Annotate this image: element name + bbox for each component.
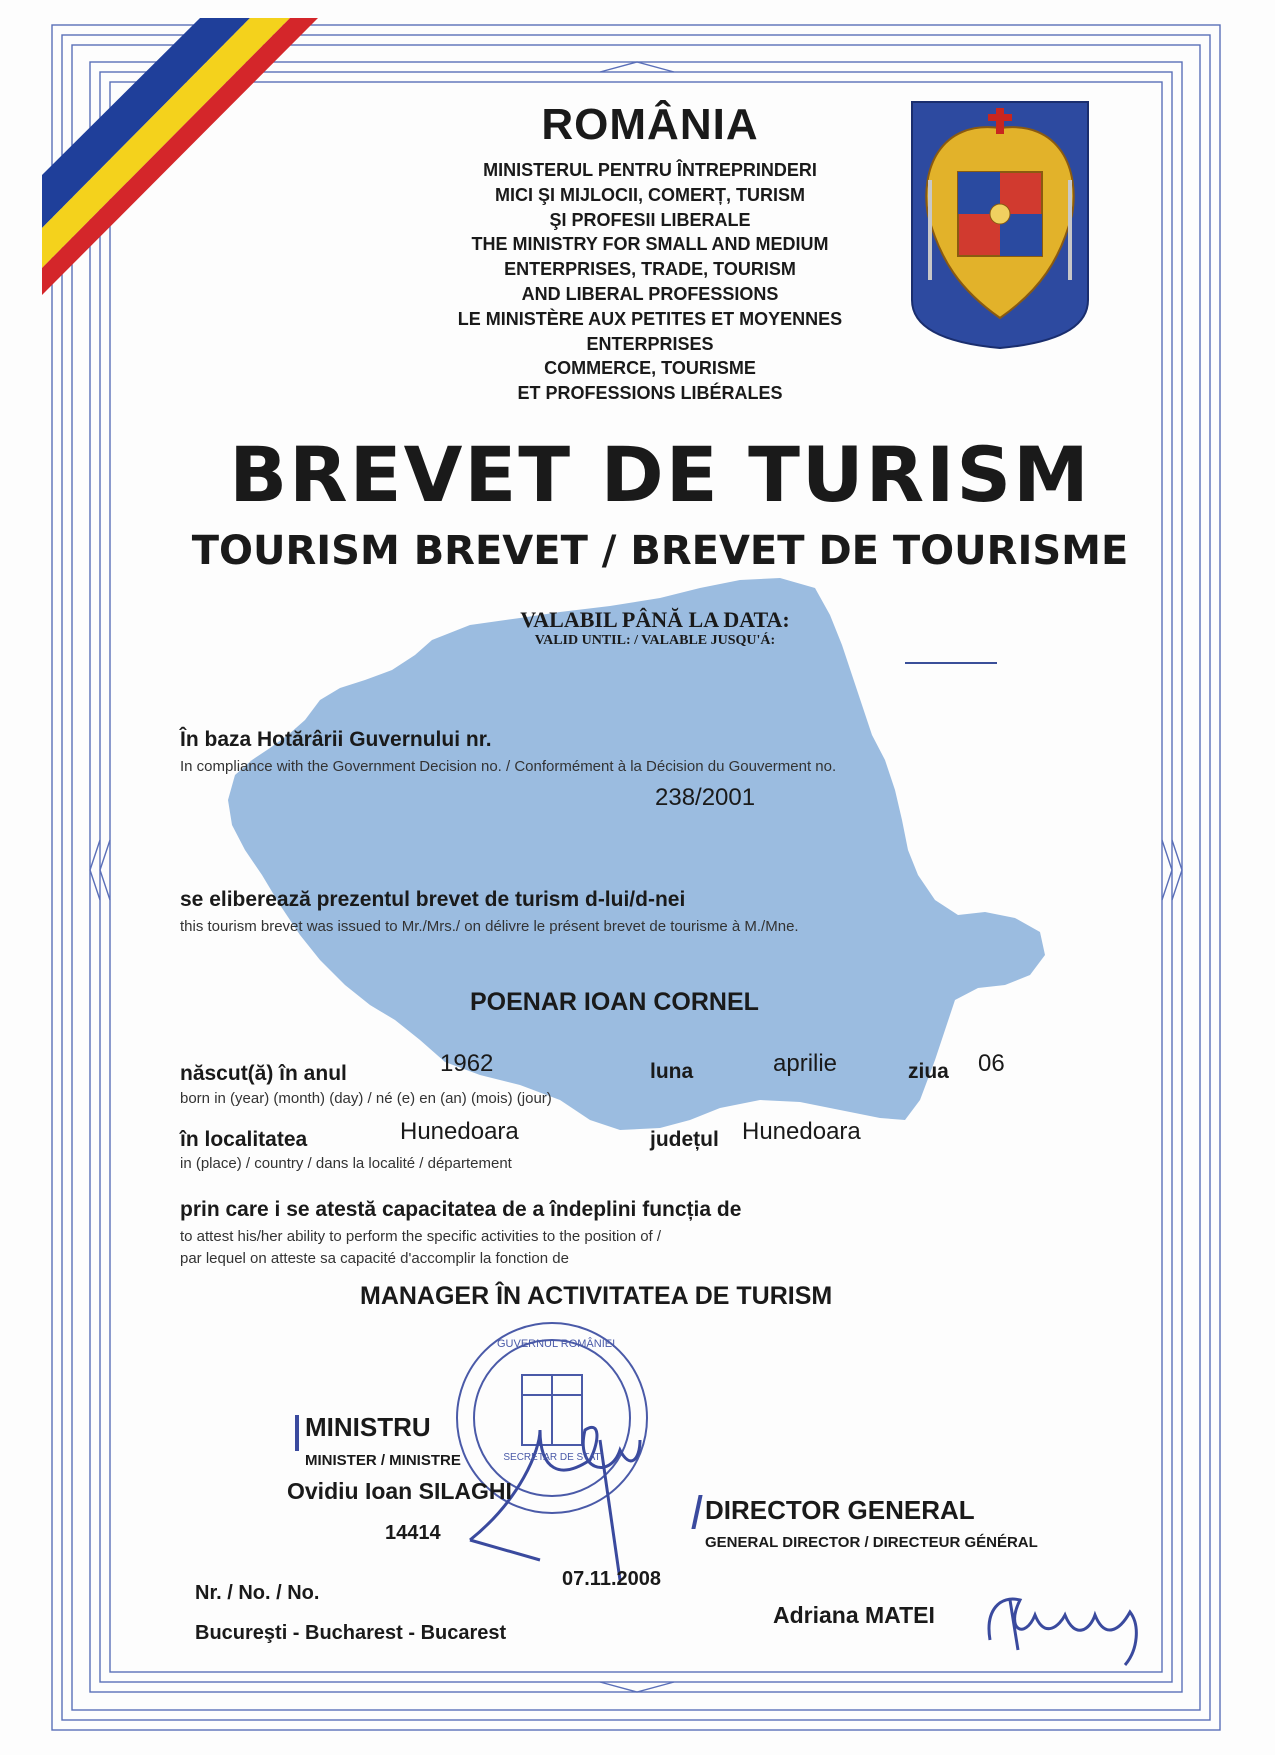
issue-place: Bucureşti - Bucharest - Bucarest bbox=[195, 1622, 507, 1644]
attest-label-translation-en: to attest his/her ability to perform the specific activities to the position of / bbox=[180, 1228, 662, 1245]
birth-label: născut(ă) în anul bbox=[180, 1062, 347, 1085]
minister-name: Ovidiu Ioan SILAGHI bbox=[287, 1478, 512, 1504]
document-title: BREVET DE TURISM bbox=[229, 430, 1091, 519]
stamp-center-text: SECRETAR DE STAT bbox=[503, 1452, 601, 1463]
county-value: Hunedoara bbox=[742, 1118, 861, 1145]
decision-label-translation: In compliance with the Government Decision no. / Conformément à la Décision du Gouverment no. bbox=[180, 758, 837, 775]
valid-until-label-translation: VALID UNTIL: / VALABLE JUSQU'Á: bbox=[534, 633, 776, 648]
place-label-translation: in (place) / country / dans la localité / département bbox=[180, 1155, 512, 1172]
minister-title: MINISTRU bbox=[305, 1412, 431, 1442]
flag-ribbon bbox=[42, 18, 318, 295]
director-signature bbox=[989, 1599, 1136, 1665]
attest-label: prin care i se atestă capacitatea de a îndeplini funcția de bbox=[180, 1198, 742, 1221]
birth-day: 06 bbox=[978, 1050, 1005, 1077]
stamp-ring-text: GUVERNUL ROMÂNIEI bbox=[497, 1338, 616, 1350]
ministry-name-block bbox=[400, 158, 900, 406]
coat-of-arms bbox=[912, 102, 1088, 348]
registration-date: 07.11.2008 bbox=[562, 1568, 661, 1590]
registration-number-label: Nr. / No. / No. bbox=[195, 1582, 320, 1604]
ministry-line: LE MINISTÈRE AUX PETITES ET MOYENNES bbox=[457, 308, 843, 329]
director-name: Adriana MATEI bbox=[773, 1602, 935, 1628]
valid-until-label: VALABIL PÂNĂ LA DATA: bbox=[520, 607, 790, 632]
minister-accent-bar bbox=[295, 1415, 299, 1451]
ministry-line: COMMERCE, TOURISME bbox=[544, 358, 756, 379]
locality-label: în localitatea bbox=[180, 1128, 308, 1151]
ministry-line: MINISTERUL PENTRU ÎNTREPRINDERI bbox=[483, 160, 817, 180]
document-subtitle: TOURISM BREVET / BREVET DE TOURISME bbox=[191, 528, 1129, 574]
ministry-line: ET PROFESSIONS LIBÉRALES bbox=[517, 383, 783, 404]
holder-name: POENAR IOAN CORNEL bbox=[470, 988, 759, 1016]
birth-label-translation: born in (year) (month) (day) / né (e) en (an) (mois) (jour) bbox=[180, 1090, 552, 1107]
position-title: MANAGER ÎN ACTIVITATEA DE TURISM bbox=[360, 1282, 833, 1310]
decision-label: În baza Hotărârii Guvernului nr. bbox=[180, 728, 492, 751]
birth-year: 1962 bbox=[440, 1050, 494, 1077]
director-title-translation: GENERAL DIRECTOR / DIRECTEUR GÉNÉRAL bbox=[705, 1534, 1038, 1551]
director-title: DIRECTOR GENERAL bbox=[705, 1495, 975, 1525]
ministry-line: ENTERPRISES bbox=[586, 333, 714, 354]
county-label: județul bbox=[650, 1128, 719, 1151]
decision-number: 238/2001 bbox=[655, 784, 756, 811]
attest-label-translation-fr: par lequel on atteste sa capacité d'accomplir la fonction de bbox=[180, 1250, 569, 1267]
romania-map-silhouette bbox=[228, 578, 1045, 1130]
ministry-line: ŞI PROFESII LIBERALE bbox=[549, 209, 751, 230]
birth-month: aprilie bbox=[773, 1050, 838, 1077]
country-heading: ROMÂNIA bbox=[541, 100, 759, 149]
issued-to-label: se eliberează prezentul brevet de turism d-lui/d-nei bbox=[180, 888, 686, 911]
ministry-line: ENTERPRISES, TRADE, TOURISM bbox=[504, 259, 796, 280]
registration-number: 14414 bbox=[385, 1522, 441, 1544]
issued-to-label-translation: this tourism brevet was issued to Mr./Mrs./ on délivre le présent brevet de tourisme à M./Mne. bbox=[180, 918, 799, 935]
birth-day-label: ziua bbox=[908, 1060, 949, 1083]
birth-month-label: luna bbox=[650, 1060, 694, 1083]
minister-title-translation: MINISTER / MINISTRE bbox=[305, 1452, 461, 1469]
locality-value: Hunedoara bbox=[400, 1118, 519, 1145]
ministry-line: THE MINISTRY FOR SMALL AND MEDIUM bbox=[471, 234, 829, 255]
ministry-line: MICI ŞI MIJLOCII, COMERȚ, TURISM bbox=[495, 184, 805, 205]
ministry-line: AND LIBERAL PROFESSIONS bbox=[521, 283, 779, 304]
